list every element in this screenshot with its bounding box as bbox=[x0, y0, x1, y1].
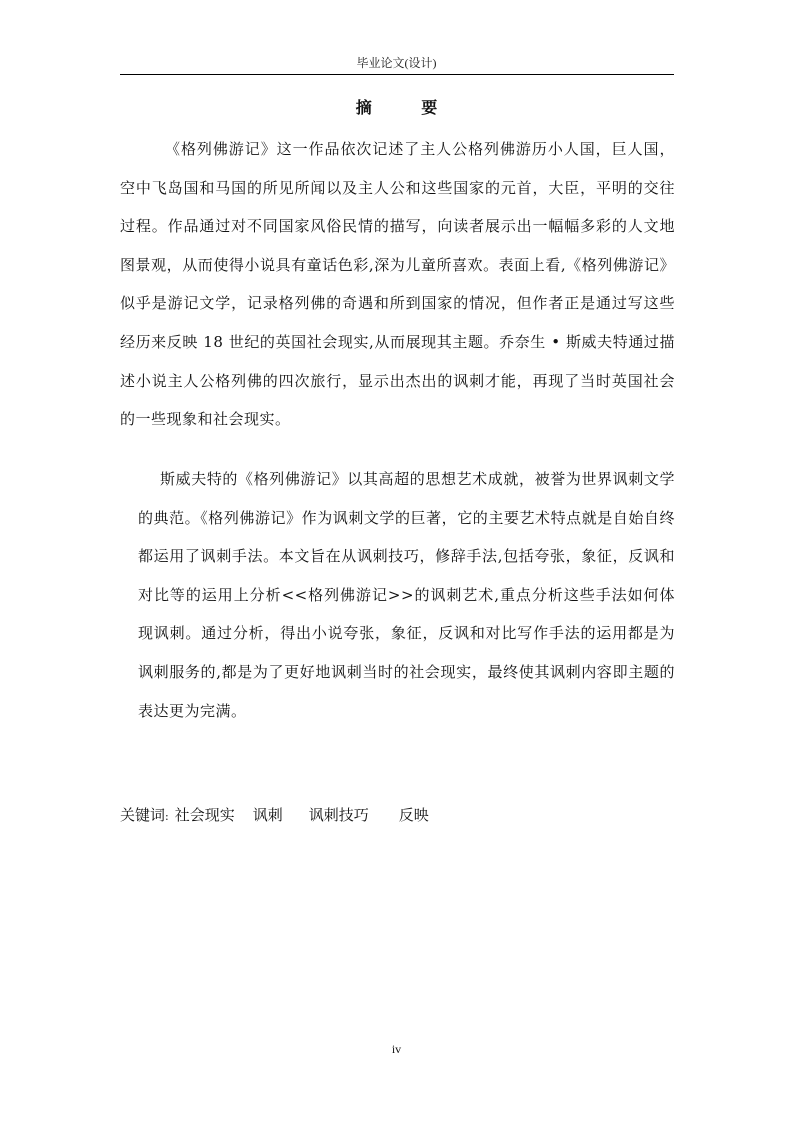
keywords-colon: : bbox=[165, 810, 169, 823]
keyword-item: 反映 bbox=[398, 806, 429, 824]
keyword-item: 讽刺技巧 bbox=[308, 806, 369, 824]
page-number: iv bbox=[391, 1042, 402, 1056]
keyword-item: 社会现实 bbox=[174, 806, 235, 824]
keyword-item: 讽刺 bbox=[252, 806, 283, 824]
abstract-title: 摘 要 bbox=[355, 98, 460, 117]
abstract-paragraph-1: 《格列佛游记》这一作品依次记述了主人公格列佛游历小人国，巨人国，空中飞岛国和马国的所见所闻以及主人公和这些国家的元首，大臣，平明的交往过程。作品通过对不同国家风俗民情的描写，向读者展示出一幅幅多彩的人文地图景观，从而使得小说具有童话色彩,深为儿童所喜欢。表面上看,《格列佛游记》似乎是游记文学，记录格列佛的奇遇和所到国家的情况，但作者正是通过写这些经历来反映 18 世纪的英国社会现实,从而展现其主题。乔奈生 • 斯威夫特通过描述小说主人公格列佛的四次旅行，显示出杰出的讽刺才能，再现了当时英国社会的一些现象和社会现实。 bbox=[120, 140, 675, 429]
header-divider bbox=[120, 74, 674, 75]
keywords-label: 关键词 bbox=[120, 806, 166, 824]
abstract-paragraph-2: 斯威夫特的《格列佛游记》以其高超的思想艺术成就，被誉为世界讽刺文学的典范。《格列佛游记》作为讽刺文学的巨著，它的主要艺术特点就是自始自终都运用了讽刺手法。本文旨在从讽刺技巧，修辞手法,包括夸张，象征，反讽和对比等的运用上分析<<格列佛游记>>的讽刺艺术,重点分析这些手法如何体现讽刺。通过分析，得出小说夸张，象征，反讽和对比写作手法的运用都是为讽刺服务的,都是为了更好地讽刺当时的社会现实，最终使其讽刺内容即主题的表达更为完满。 bbox=[138, 470, 675, 720]
running-header: 毕业论文(设计) bbox=[356, 56, 437, 70]
keywords-line bbox=[120, 804, 429, 828]
